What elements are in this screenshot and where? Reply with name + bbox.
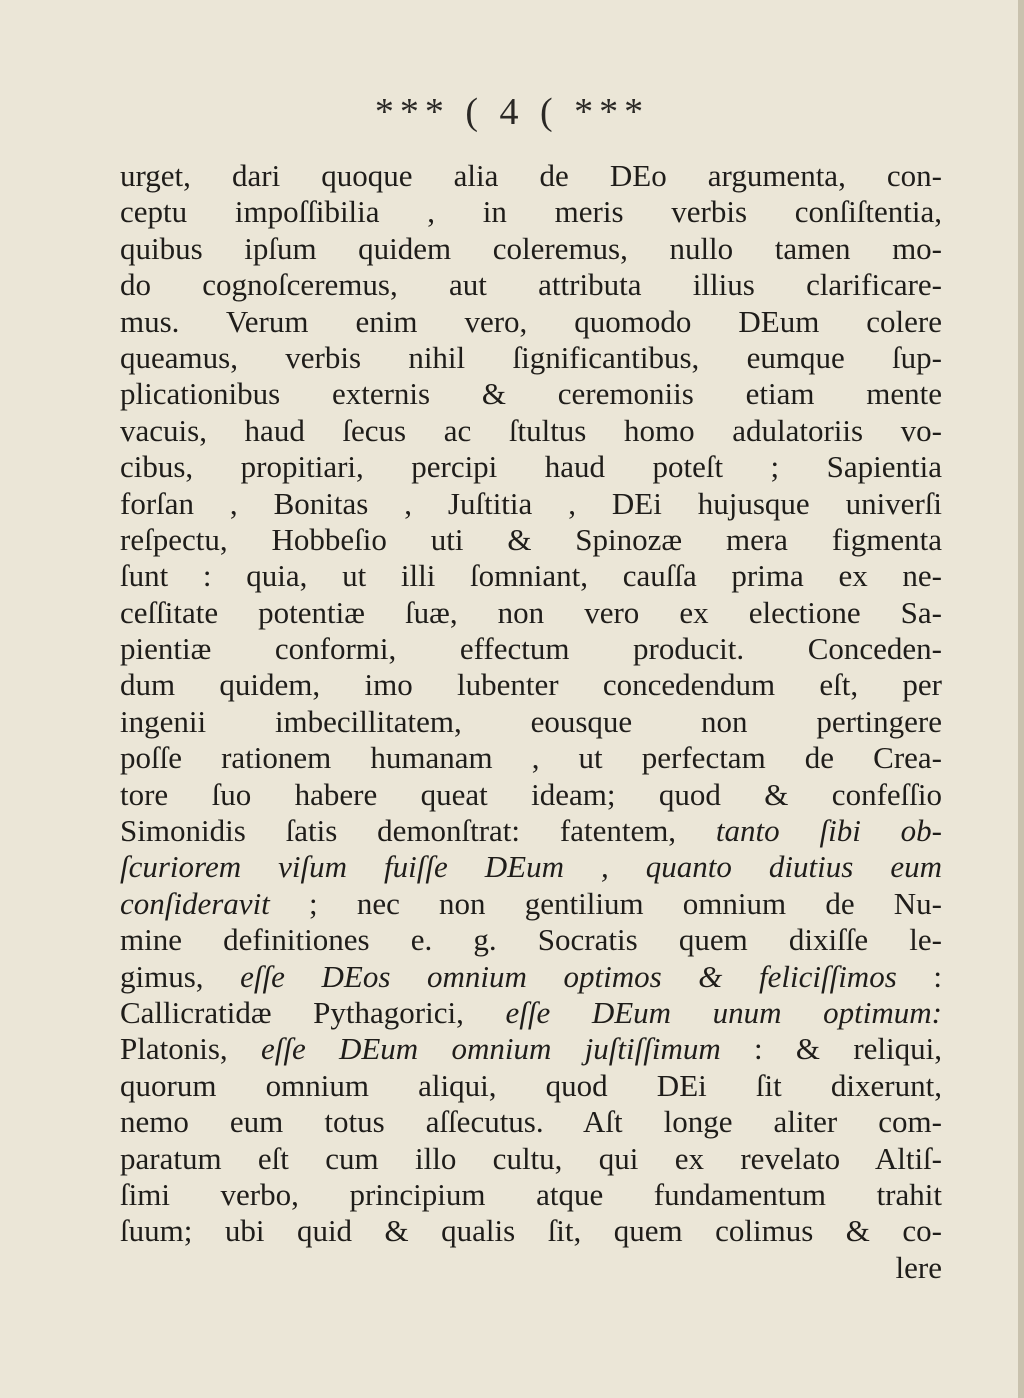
text-line	[120, 886, 942, 922]
text-line	[120, 777, 942, 813]
italic-span: eſſe DEos omnium optimos & feliciſſimos	[240, 958, 897, 994]
text-line	[120, 158, 942, 194]
text-span: : & reliqui,	[720, 1031, 942, 1067]
text-span: quorum omnium aliqui, quod DEi ſit dixerunt,	[120, 1067, 942, 1103]
text-span: gimus,	[120, 958, 241, 994]
text-line	[120, 1068, 942, 1104]
text-line	[120, 413, 942, 449]
text-line	[120, 486, 942, 522]
text-span: mine definitiones e. g. Socratis quem dixiſſe le-	[120, 922, 942, 958]
text-line	[120, 740, 942, 776]
text-line	[120, 922, 942, 958]
text-span: ingenii imbecillitatem, eousque non pertingere	[120, 703, 942, 739]
text-span: tore ſuo habere queat ideam; quod & confeſſio	[120, 776, 942, 812]
text-line	[120, 376, 942, 412]
text-span: ceſſitate potentiæ ſuæ, non vero ex electione Sa-	[120, 594, 942, 630]
text-span: do cognoſceremus, aut attributa illius clarificare-	[120, 267, 942, 303]
text-line	[120, 231, 942, 267]
text-line	[120, 995, 942, 1031]
text-span: Callicratidæ Pythagorici,	[120, 994, 506, 1030]
italic-span: conſideravit	[120, 885, 270, 921]
running-head: *** ( 4 ( ***	[374, 91, 650, 133]
italic-span: tanto ſibi ob-	[715, 813, 942, 849]
text-span: ſuum; ubi quid & qualis ſit, quem colimus & co-	[120, 1213, 942, 1249]
text-line	[120, 595, 942, 631]
text-span: forſan , Bonitas , Juſtitia , DEi hujusque univerſi	[120, 485, 942, 521]
text-line	[120, 631, 942, 667]
text-span: queamus, verbis nihil ſignificantibus, eumque ſup-	[120, 339, 942, 375]
text-span: ceptu impoſſibilia , in meris verbis conſiſtentia,	[120, 194, 942, 230]
text-span: ſunt : quia, ut illi ſomniant, cauſſa prima ex ne-	[120, 558, 942, 594]
text-span: Platonis,	[120, 1031, 261, 1067]
text-span: cibus, propitiari, percipi haud poteſt ; Sapientia	[120, 449, 942, 485]
text-line	[120, 1250, 942, 1286]
text-span: Simonidis ſatis demonſtrat: fatentem,	[120, 813, 716, 849]
text-span: :	[896, 958, 942, 994]
text-span: dum quidem, imo lubenter concedendum eſt, per	[120, 667, 942, 703]
text-line	[120, 1213, 942, 1249]
text-span: urget, dari quoque alia de DEo argumenta, con-	[120, 158, 942, 193]
text-line	[120, 1177, 942, 1213]
italic-span: eſſe DEum omnium juſtiſſimum	[260, 1031, 721, 1067]
text-line	[120, 849, 942, 885]
text-span: plicationibus externis & ceremoniis etiam mente	[120, 376, 942, 412]
italic-span: ſcuriorem viſum fuiſſe DEum , quanto diutius eum	[120, 849, 942, 885]
text-span: quibus ipſum quidem coleremus, nullo tamen mo-	[120, 230, 942, 266]
text-span: mus. Verum enim vero, quomodo DEum colere	[120, 303, 942, 339]
text-span: reſpectu, Hobbeſio uti & Spinozæ mera figmenta	[120, 521, 942, 557]
text-line	[120, 813, 942, 849]
text-span: pientiæ conformi, effectum producit. Conceden-	[120, 631, 942, 667]
text-line	[120, 340, 942, 376]
text-line	[120, 1104, 942, 1140]
text-line	[120, 667, 942, 703]
text-line	[120, 959, 942, 995]
text-line	[120, 449, 942, 485]
page-edge	[1018, 0, 1024, 1398]
text-line	[120, 558, 942, 594]
text-line	[120, 1031, 942, 1067]
text-span: nemo eum totus aſſecutus. Aſt longe aliter com-	[120, 1104, 942, 1140]
text-line	[120, 267, 942, 303]
text-span: lere	[895, 1249, 942, 1285]
italic-span: eſſe DEum unum optimum:	[505, 994, 942, 1030]
text-line	[120, 194, 942, 230]
text-span: ſimi verbo, principium atque fundamentum trahit	[120, 1176, 942, 1212]
text-line	[120, 1141, 942, 1177]
text-span: paratum eſt cum illo cultu, qui ex revelato Altiſ-	[120, 1140, 942, 1176]
text-span: vacuis, haud ſecus ac ſtultus homo adulatoriis vo-	[120, 412, 942, 448]
body-text	[120, 158, 942, 1286]
text-line	[120, 522, 942, 558]
text-line	[120, 704, 942, 740]
text-span: poſſe rationem humanam , ut perfectam de Crea-	[120, 740, 942, 776]
text-span: ; nec non gentilium omnium de Nu-	[269, 885, 942, 921]
text-line	[120, 304, 942, 340]
